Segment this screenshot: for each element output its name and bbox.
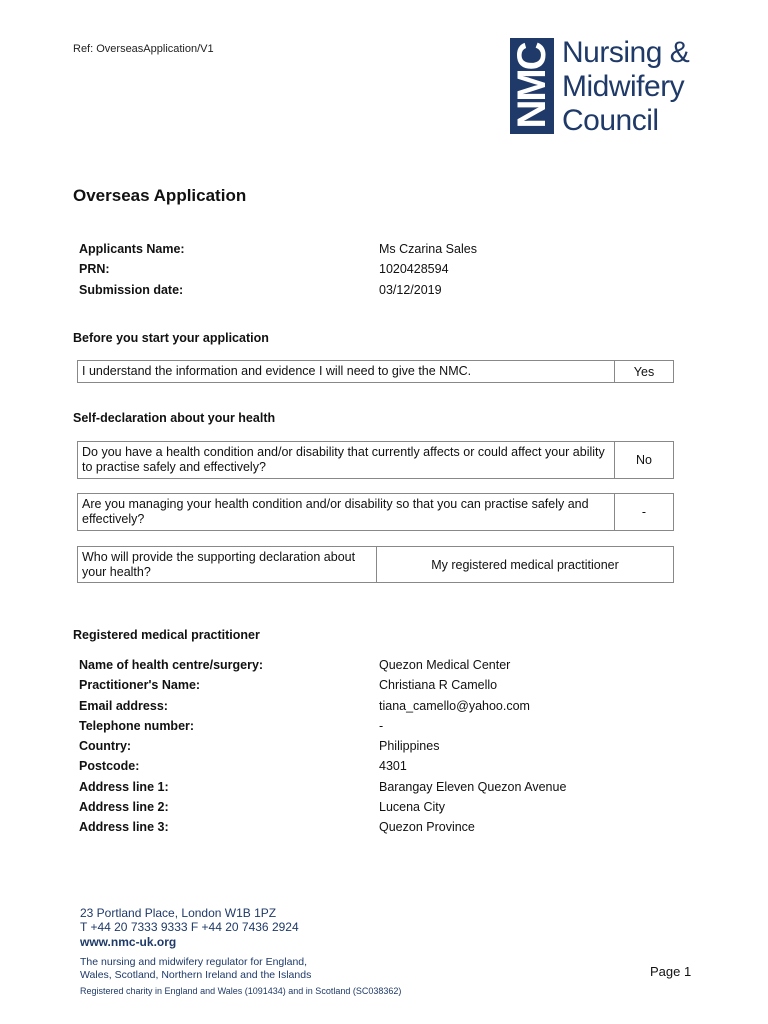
section-heading-health: Self-declaration about your health bbox=[73, 411, 276, 425]
field-label: Submission date: bbox=[79, 282, 184, 297]
field-label: Address line 1: bbox=[79, 779, 169, 794]
footer-charity-text: Registered charity in England and Wales (1091434) and in Scotland (SC038362) bbox=[80, 986, 402, 996]
field-label: Telephone number: bbox=[79, 718, 195, 733]
field-value: 4301 bbox=[379, 759, 407, 774]
field-value: 03/12/2019 bbox=[379, 282, 442, 297]
field-value: 1020428594 bbox=[379, 262, 449, 277]
practitioner-details bbox=[79, 658, 639, 841]
page-number: Page 1 bbox=[650, 964, 692, 979]
nmc-logo bbox=[510, 36, 720, 136]
question-text: Do you have a health condition and/or disability that currently affects or could affect your ability to practise safely and effectively? bbox=[82, 445, 605, 474]
applicant-row bbox=[79, 242, 639, 262]
footer-regulator-text: The nursing and midwifery regulator for England, Wales, Scotland, Northern Ireland and the Islands bbox=[80, 956, 312, 981]
field-label: PRN: bbox=[79, 262, 110, 277]
practitioner-row bbox=[79, 678, 639, 698]
field-label: Practitioner's Name: bbox=[79, 678, 201, 693]
field-value: tiana_camello@yahoo.com bbox=[379, 698, 530, 713]
field-label: Country: bbox=[79, 739, 132, 754]
footer-phone: T +44 20 7333 9333 F +44 20 7436 2924 bbox=[80, 920, 299, 934]
applicant-row bbox=[79, 262, 639, 282]
health-question-1 bbox=[77, 441, 674, 479]
practitioner-row bbox=[79, 719, 639, 739]
field-value: Barangay Eleven Quezon Avenue bbox=[379, 779, 567, 794]
footer-address: 23 Portland Place, London W1B 1PZ bbox=[80, 906, 277, 920]
practitioner-row bbox=[79, 820, 639, 840]
practitioner-row bbox=[79, 780, 639, 800]
field-value: Quezon Province bbox=[379, 820, 475, 835]
field-value: Philippines bbox=[379, 739, 440, 754]
page-title: Overseas Application bbox=[73, 186, 247, 205]
field-label: Postcode: bbox=[79, 759, 140, 774]
answer-value: - bbox=[614, 494, 673, 530]
answer-value: My registered medical practitioner bbox=[376, 547, 673, 582]
field-value: Christiana R Camello bbox=[379, 678, 498, 693]
practitioner-row bbox=[79, 800, 639, 820]
section-heading-before: Before you start your application bbox=[73, 331, 269, 345]
field-value: Lucena City bbox=[379, 800, 446, 815]
health-question-2 bbox=[77, 493, 674, 531]
field-value: Ms Czarina Sales bbox=[379, 242, 477, 256]
nmc-logo-mark: NMC bbox=[510, 38, 554, 134]
health-question-3 bbox=[77, 546, 674, 583]
field-label: Name of health centre/surgery: bbox=[79, 658, 264, 672]
answer-value: No bbox=[614, 442, 673, 478]
field-label: Address line 2: bbox=[79, 800, 169, 815]
nmc-logo-text: Nursing & Midwifery Council bbox=[562, 36, 690, 137]
practitioner-row bbox=[79, 759, 639, 779]
field-value: - bbox=[379, 718, 384, 733]
question-text: Who will provide the supporting declaration about your health? bbox=[82, 549, 356, 579]
field-label: Address line 3: bbox=[79, 820, 169, 835]
practitioner-row bbox=[79, 658, 639, 678]
field-label: Applicants Name: bbox=[79, 242, 185, 256]
footer-contact bbox=[80, 906, 401, 997]
before-start-box bbox=[77, 360, 674, 383]
applicant-row bbox=[79, 283, 639, 303]
answer-value: Yes bbox=[614, 361, 673, 382]
field-value: Quezon Medical Center bbox=[379, 658, 511, 672]
document-reference: Ref: OverseasApplication/V1 bbox=[73, 43, 214, 55]
section-heading-practitioner: Registered medical practitioner bbox=[73, 628, 260, 642]
field-label: Email address: bbox=[79, 698, 168, 713]
practitioner-row bbox=[79, 699, 639, 719]
practitioner-row bbox=[79, 739, 639, 759]
question-text: Are you managing your health condition and/or disability so that you can practise safely and effectively? bbox=[82, 497, 589, 526]
applicant-details bbox=[79, 242, 639, 303]
footer-website-link[interactable]: www.nmc-uk.org bbox=[80, 935, 177, 949]
question-text: I understand the information and evidence I will need to give the NMC. bbox=[82, 364, 472, 378]
